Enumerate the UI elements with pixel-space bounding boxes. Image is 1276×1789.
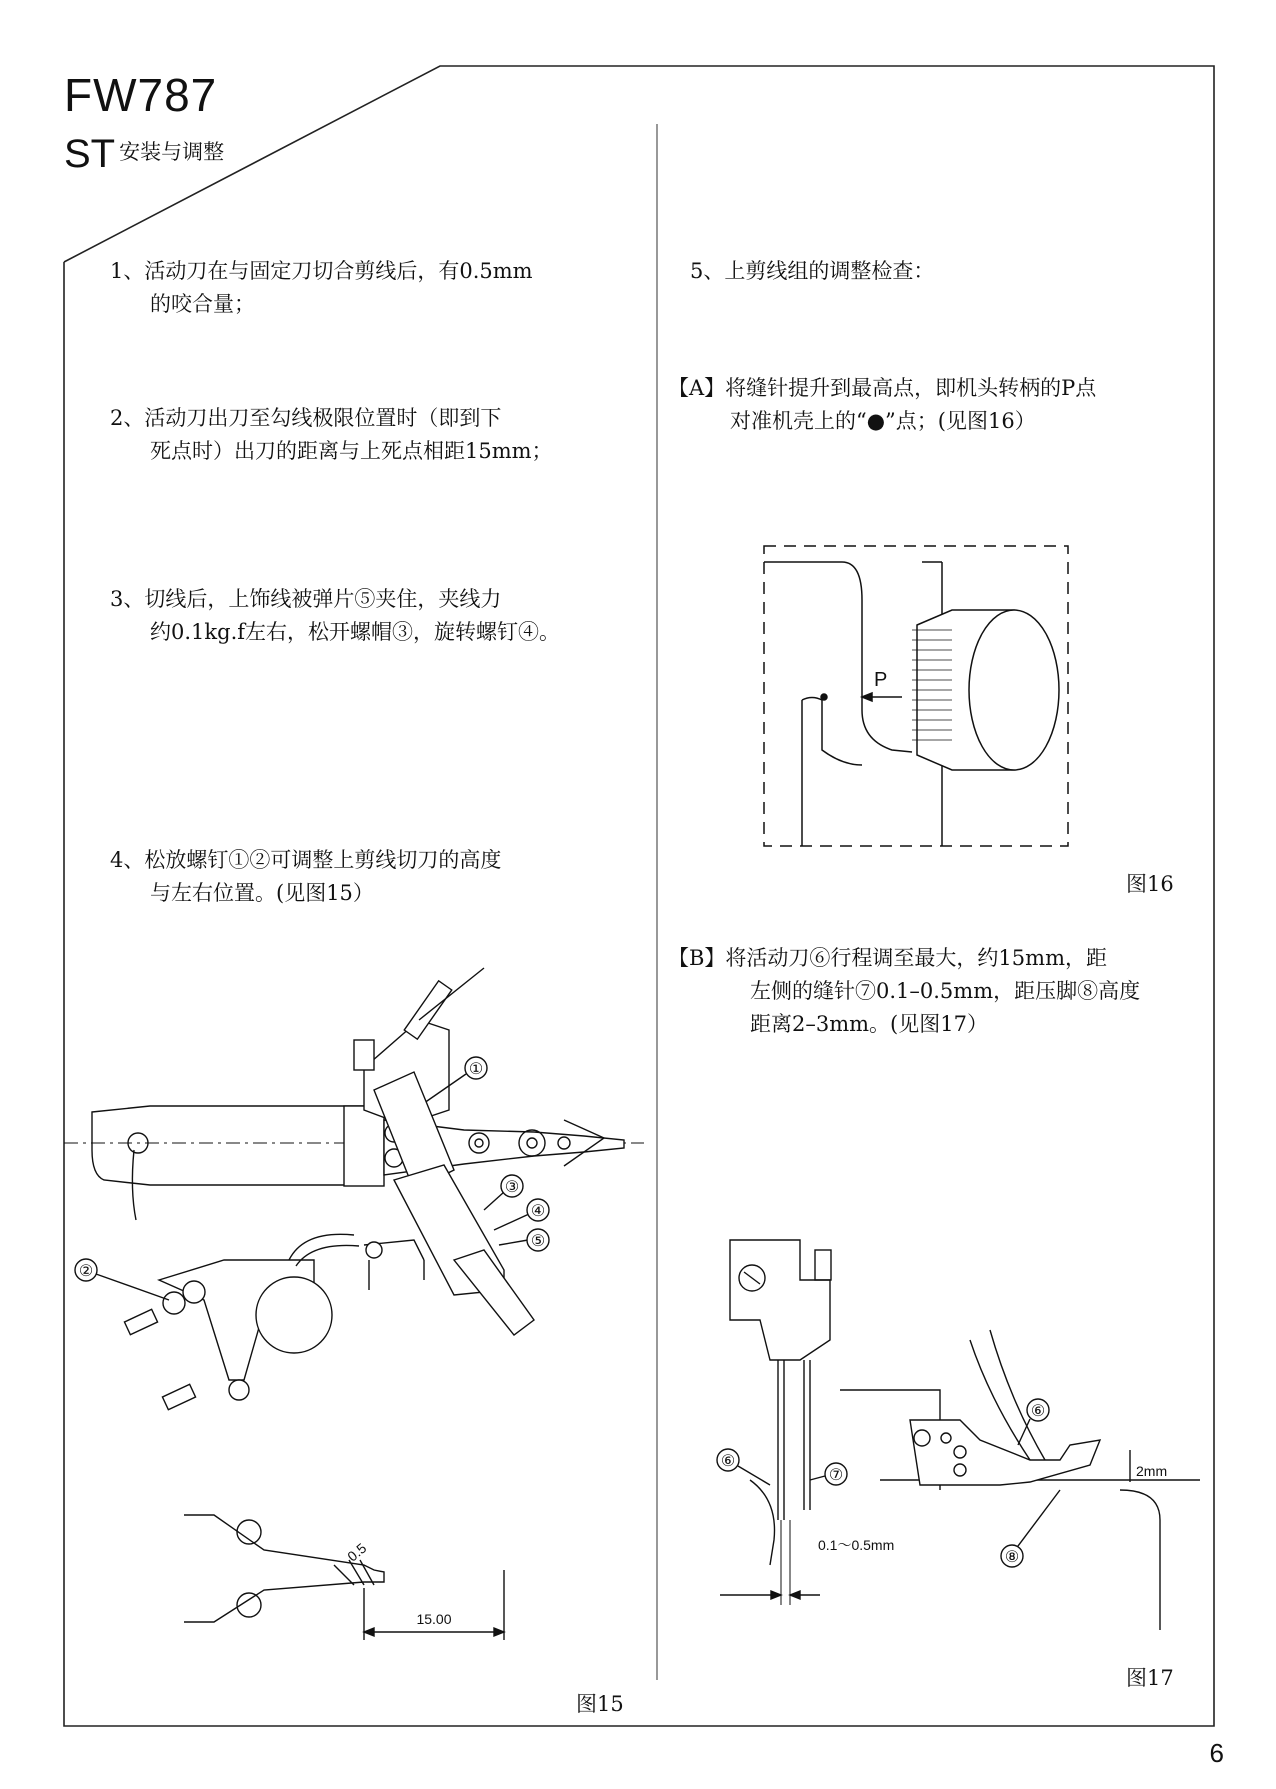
figure-15	[64, 960, 657, 1680]
step-5: 5、上剪线组的调整检查：	[690, 259, 935, 283]
svg-text:③: ③	[504, 1179, 520, 1196]
svg-text:15.00: 15.00	[416, 1611, 452, 1627]
figure-17-caption: 图17	[1126, 1666, 1174, 1690]
bracket-view	[124, 1234, 359, 1409]
step-1: 1、活动刀在与固定刀切合剪线后，有0.5mm 的咬合量；	[110, 259, 533, 316]
trimmer-assembly-top	[64, 968, 644, 1220]
fig17-callouts-left	[717, 1449, 847, 1485]
knife-angled-view	[364, 1072, 534, 1335]
callout-2	[75, 1259, 169, 1300]
svg-text:⑧: ⑧	[1004, 1549, 1020, 1566]
step-a: 【A】将缝针提升到最高点，即机头转柄的P点 对准机壳上的“●”点；(见图16）	[668, 376, 1097, 433]
figure-17	[700, 1220, 1200, 1640]
callouts-3-4-5	[484, 1175, 549, 1251]
svg-text:0.5: 0.5	[344, 1539, 370, 1565]
step-2: 2、活动刀出刀至勾线极限位置时（即到下 死点时）出刀的距离与上死点相距15mm；	[110, 406, 553, 463]
section-heading	[64, 132, 224, 177]
needle-bar-view	[720, 1240, 894, 1605]
svg-text:②: ②	[78, 1263, 94, 1280]
section-title: 安装与调整	[119, 141, 225, 164]
height-dimension: 2mm	[1136, 1463, 1168, 1479]
gap-dimension: 0.1～0.5mm	[818, 1537, 895, 1553]
svg-text:⑤: ⑤	[530, 1233, 546, 1250]
svg-text:⑥: ⑥	[1030, 1403, 1046, 1420]
p-mark-label: P	[874, 669, 888, 691]
step-3: 3、切线后，上饰线被弹片⑤夹住，夹线力 约0.1kg.f左右，松开螺帽③，旋转螺钉④。	[110, 587, 561, 644]
section-code: ST	[64, 132, 116, 176]
svg-text:④: ④	[530, 1203, 546, 1220]
step-b: 【B】将活动刀⑥行程调至最大，约15mm，距 左侧的缝针⑦0.1–0.5mm，距压脚⑧高度 距离2–3mm。(见图17）	[668, 946, 1141, 1036]
figure-16	[762, 540, 1082, 860]
presser-foot-view	[840, 1330, 1200, 1630]
blade-detail	[184, 1515, 504, 1640]
figure-16-caption: 图16	[1126, 872, 1174, 896]
page-number: 6	[1209, 1738, 1224, 1768]
svg-text:⑥: ⑥	[720, 1453, 736, 1470]
svg-text:①: ①	[468, 1061, 484, 1078]
svg-text:⑦: ⑦	[828, 1467, 844, 1484]
figure-15-caption: 图15	[576, 1692, 624, 1716]
step-4: 4、松放螺钉①②可调整上剪线切刀的高度 与左右位置。(见图15）	[110, 848, 502, 905]
model-title: FW787	[64, 69, 218, 121]
